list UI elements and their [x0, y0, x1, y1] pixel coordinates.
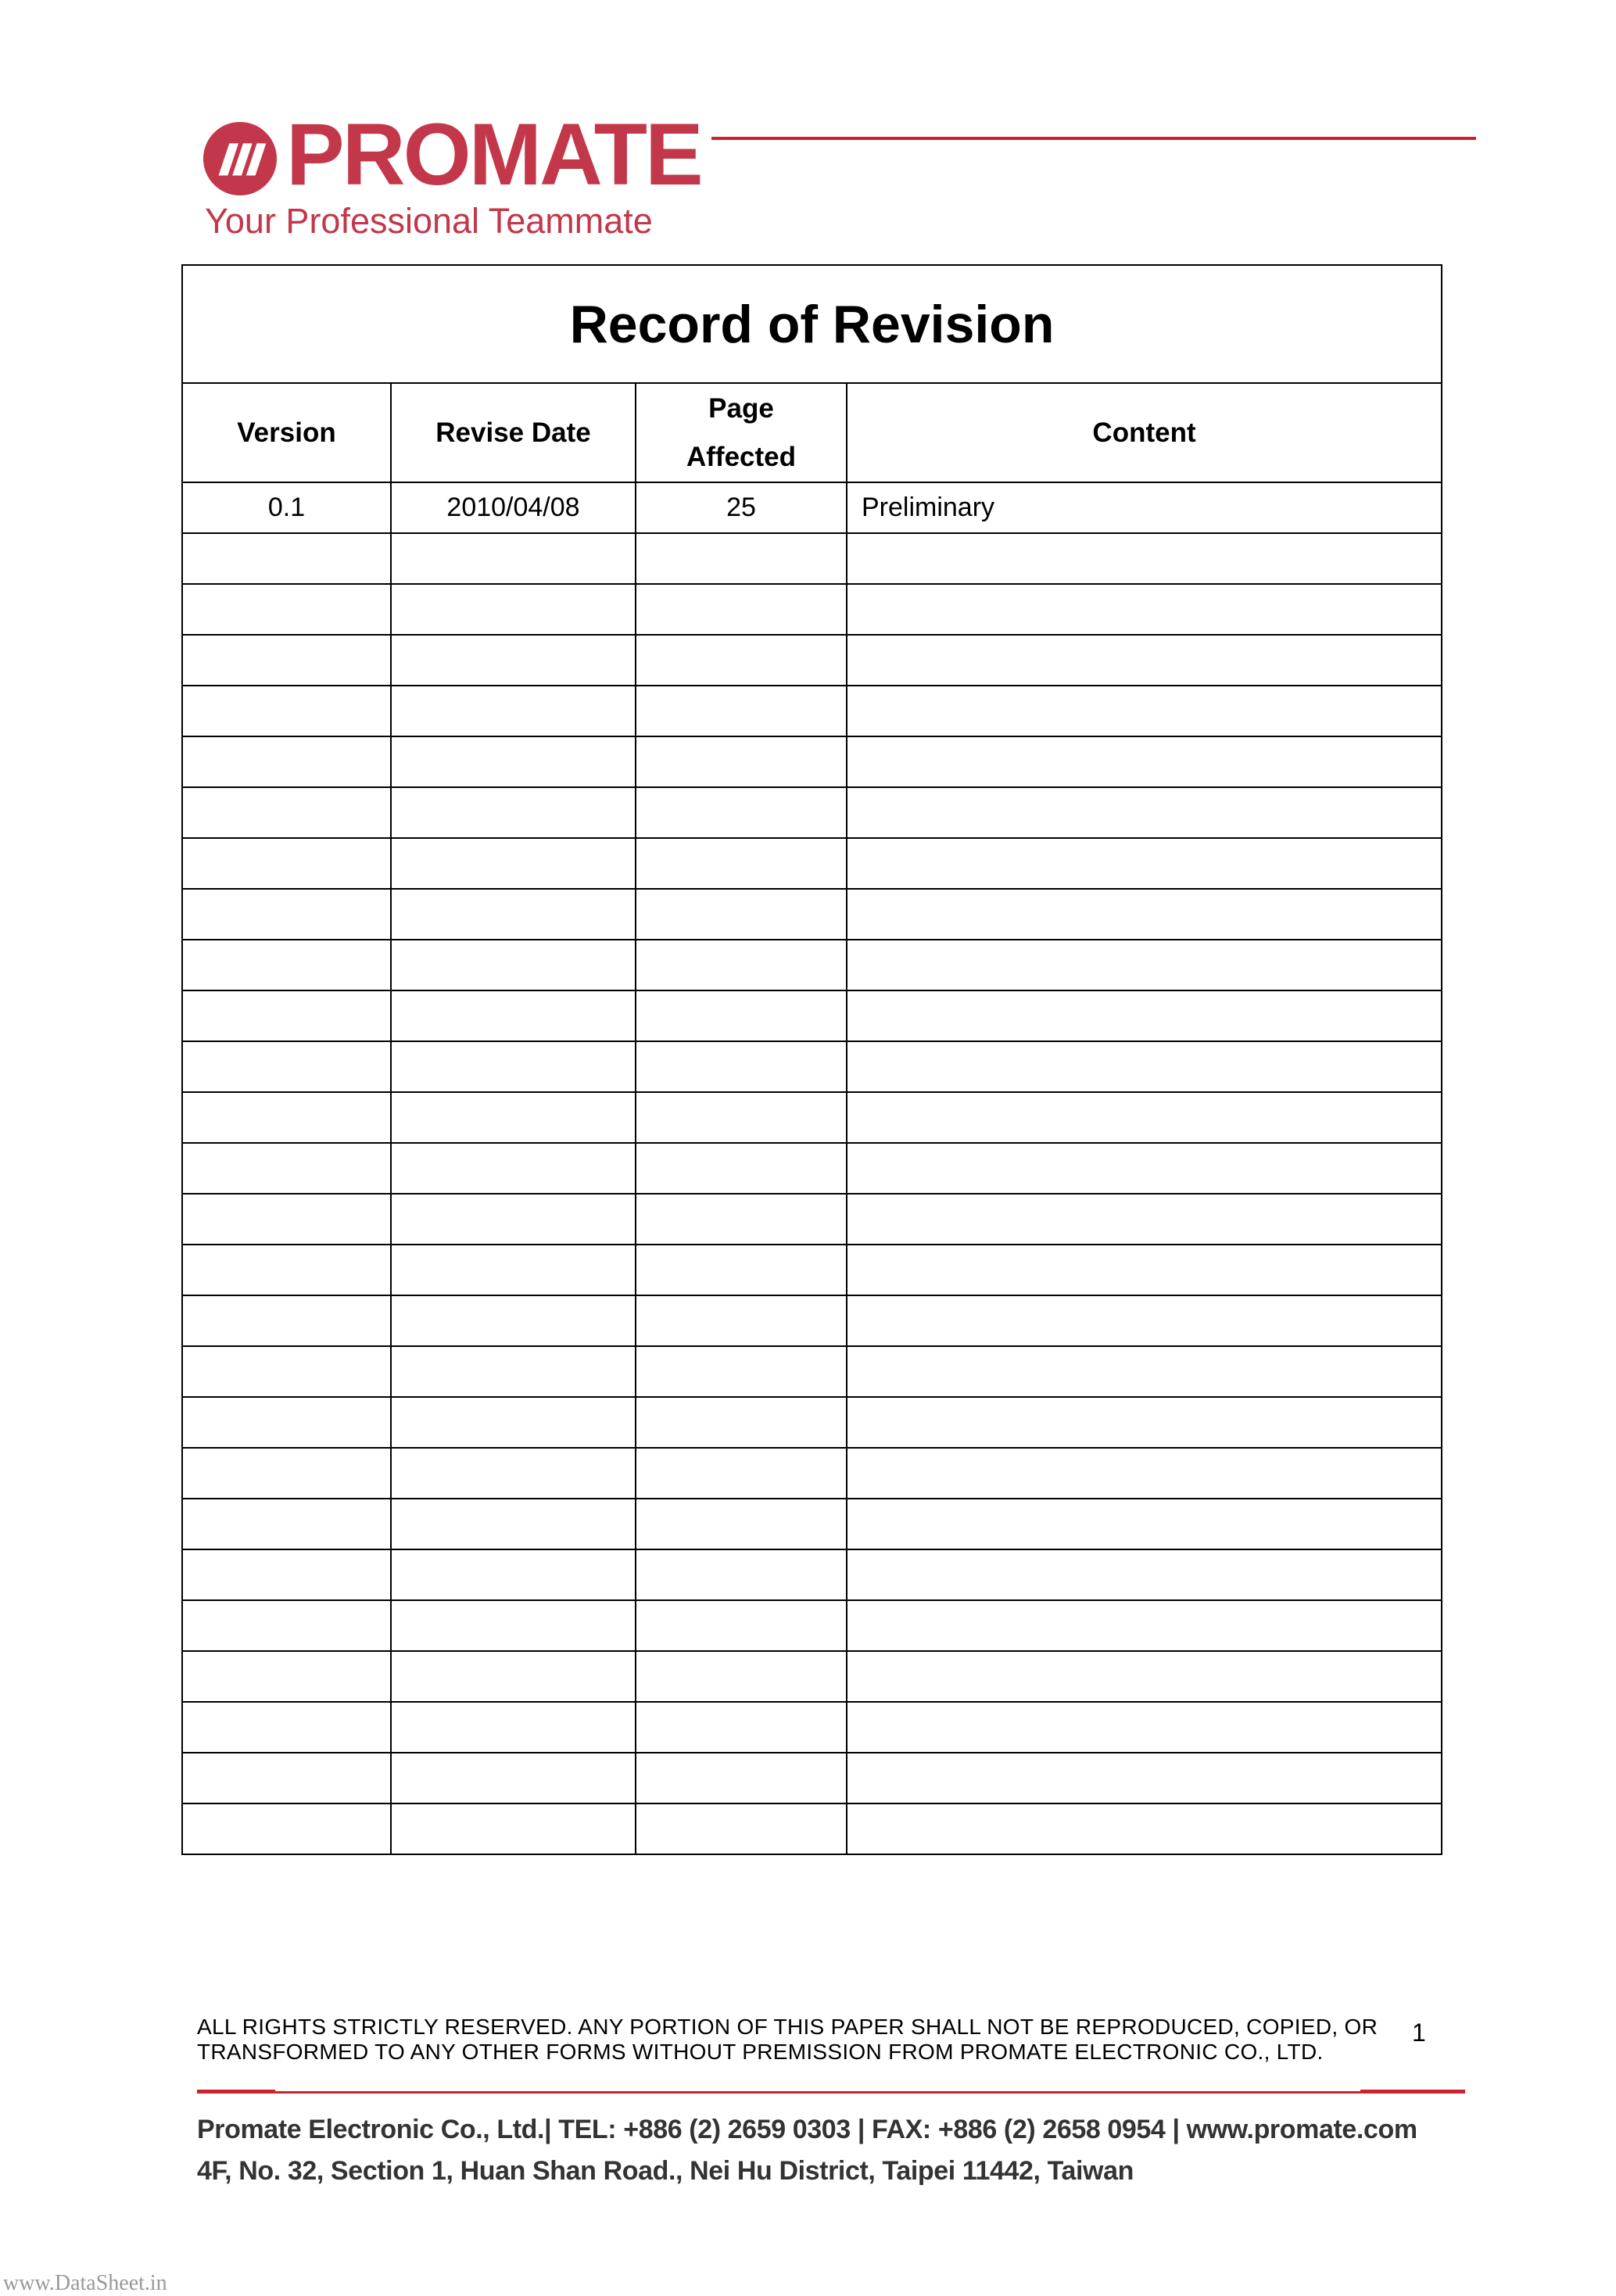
cell-revise-date: [391, 1397, 636, 1448]
cell-content: [847, 1092, 1442, 1143]
header-page-affected-line2: Affected: [686, 441, 797, 472]
footer-red-rule: [197, 2091, 1465, 2094]
cell-content: [847, 838, 1442, 889]
cell-version: [182, 635, 391, 686]
table-row: [182, 1702, 1442, 1753]
cell-version: [182, 1041, 391, 1092]
table-row: [182, 1041, 1442, 1092]
cell-revise-date: [391, 1295, 636, 1346]
cell-content: [847, 584, 1442, 635]
cell-page-affected: [636, 1397, 847, 1448]
cell-revise-date: [391, 940, 636, 990]
table-row: [182, 482, 1442, 533]
cell-content: [847, 787, 1442, 838]
cell-content: [847, 1448, 1442, 1499]
header-page-affected: [636, 383, 847, 482]
table-row: [182, 1092, 1442, 1143]
table-row: [182, 889, 1442, 940]
cell-revise-date: [391, 1245, 636, 1295]
header-revise-date: Revise Date: [391, 383, 636, 482]
cell-page-affected: [636, 1448, 847, 1499]
cell-page-affected: [636, 990, 847, 1041]
cell-revise-date: [391, 1194, 636, 1245]
cell-revise-date: 2010/04/08: [391, 482, 636, 533]
cell-revise-date: [391, 1651, 636, 1702]
table-row: [182, 1397, 1442, 1448]
cell-revise-date: [391, 1803, 636, 1854]
cell-content: [847, 635, 1442, 686]
cell-page-affected: [636, 1092, 847, 1143]
cell-revise-date: [391, 1346, 636, 1397]
cell-revise-date: [391, 1499, 636, 1549]
table-row: [182, 1600, 1442, 1651]
cell-revise-date: [391, 686, 636, 736]
header-page-affected-line1: Page: [708, 392, 774, 424]
table-row: [182, 1295, 1442, 1346]
cell-revise-date: [391, 1143, 636, 1194]
cell-content: [847, 1651, 1442, 1702]
table-row: [182, 1245, 1442, 1295]
table-row: [182, 1499, 1442, 1549]
cell-revise-date: [391, 635, 636, 686]
cell-version: [182, 1194, 391, 1245]
table-row: [182, 1143, 1442, 1194]
cell-version: [182, 1753, 391, 1803]
cell-content: [847, 1041, 1442, 1092]
cell-revise-date: [391, 838, 636, 889]
cell-revise-date: [391, 1549, 636, 1600]
table-row: [182, 736, 1442, 787]
cell-page-affected: [636, 1143, 847, 1194]
table-row: [182, 1194, 1442, 1245]
cell-page-affected: [636, 635, 847, 686]
cell-version: [182, 1346, 391, 1397]
cell-version: [182, 1143, 391, 1194]
cell-revise-date: [391, 1448, 636, 1499]
cell-version: [182, 1549, 391, 1600]
cell-version: [182, 1803, 391, 1854]
cell-page-affected: [636, 1651, 847, 1702]
promate-logo: [202, 106, 701, 244]
cell-page-affected: [636, 1245, 847, 1295]
cell-page-affected: [636, 584, 847, 635]
cell-content: [847, 940, 1442, 990]
cell-version: [182, 1499, 391, 1549]
table-row: [182, 838, 1442, 889]
cell-content: [847, 1397, 1442, 1448]
cell-content: [847, 1245, 1442, 1295]
cell-content: [847, 1499, 1442, 1549]
table-row: [182, 1651, 1442, 1702]
table-row: [182, 1346, 1442, 1397]
cell-revise-date: [391, 1092, 636, 1143]
cell-page-affected: [636, 1702, 847, 1753]
empty-rows: [182, 533, 1442, 1854]
cell-page-affected: [636, 1194, 847, 1245]
cell-content: [847, 1753, 1442, 1803]
table-row: [182, 1448, 1442, 1499]
cell-content: [847, 1346, 1442, 1397]
table-row: [182, 635, 1442, 686]
cell-revise-date: [391, 584, 636, 635]
cell-page-affected: [636, 1041, 847, 1092]
table-row: [182, 787, 1442, 838]
table-row: [182, 1549, 1442, 1600]
cell-version: [182, 1600, 391, 1651]
cell-revise-date: [391, 990, 636, 1041]
logo-brand-name: PROMATE: [286, 106, 701, 203]
cell-content: [847, 1549, 1442, 1600]
cell-content: [847, 1600, 1442, 1651]
cell-content: [847, 533, 1442, 584]
cell-page-affected: [636, 787, 847, 838]
cell-page-affected: [636, 533, 847, 584]
cell-content: [847, 990, 1442, 1041]
cell-page-affected: [636, 1600, 847, 1651]
header-version: Version: [182, 383, 391, 482]
cell-version: [182, 584, 391, 635]
company-address: 4F, No. 32, Section 1, Huan Shan Road., Nei Hu District, Taipei 11442, Taiwan: [197, 2156, 1134, 2186]
cell-page-affected: [636, 1499, 847, 1549]
cell-version: [182, 1245, 391, 1295]
revision-table: [181, 264, 1442, 1855]
cell-version: [182, 686, 391, 736]
company-contact: Promate Electronic Co., Ltd.| TEL: +886 (2) 2659 0303 | FAX: +886 (2) 2658 0954 | www.promate.com: [197, 2115, 1417, 2144]
cell-page-affected: [636, 1753, 847, 1803]
promate-logo-mark-icon: [202, 120, 278, 197]
cell-revise-date: [391, 1753, 636, 1803]
cell-page-affected: [636, 1549, 847, 1600]
cell-version: 0.1: [182, 482, 391, 533]
table-row: [182, 584, 1442, 635]
table-row: [182, 990, 1442, 1041]
cell-content: [847, 1194, 1442, 1245]
cell-revise-date: [391, 1600, 636, 1651]
cell-page-affected: [636, 736, 847, 787]
cell-version: [182, 787, 391, 838]
cell-version: [182, 1448, 391, 1499]
footer-red-rule-right-accent: [1360, 2090, 1465, 2094]
table-row: [182, 1803, 1442, 1854]
cell-version: [182, 838, 391, 889]
cell-content: [847, 686, 1442, 736]
cell-version: [182, 533, 391, 584]
cell-content: [847, 1803, 1442, 1854]
header-content: Content: [847, 383, 1442, 482]
cell-version: [182, 990, 391, 1041]
cell-version: [182, 889, 391, 940]
cell-content: Preliminary: [847, 482, 1442, 533]
cell-revise-date: [391, 889, 636, 940]
logo-tagline: Your Professional Teammate: [205, 201, 653, 241]
table-row: [182, 940, 1442, 990]
cell-page-affected: [636, 1346, 847, 1397]
cell-content: [847, 1295, 1442, 1346]
header-red-rule: [711, 137, 1476, 140]
cell-version: [182, 1092, 391, 1143]
cell-page-affected: [636, 1295, 847, 1346]
copyright-notice-line1: ALL RIGHTS STRICTLY RESERVED. ANY PORTION OF THIS PAPER SHALL NOT BE REPRODUCED, COPIED, OR: [197, 2015, 1378, 2039]
cell-version: [182, 1295, 391, 1346]
table-header-row: [182, 383, 1442, 482]
cell-version: [182, 940, 391, 990]
cell-page-affected: [636, 889, 847, 940]
cell-revise-date: [391, 1702, 636, 1753]
copyright-notice-line2: TRANSFORMED TO ANY OTHER FORMS WITHOUT PREMISSION FROM PROMATE ELECTRONIC CO., LTD.: [197, 2040, 1324, 2064]
cell-content: [847, 1143, 1442, 1194]
cell-version: [182, 1397, 391, 1448]
table-row: [182, 533, 1442, 584]
cell-version: [182, 736, 391, 787]
cell-page-affected: 25: [636, 482, 847, 533]
table-row: [182, 1753, 1442, 1803]
cell-version: [182, 1651, 391, 1702]
watermark: www.DataSheet.in: [3, 2271, 167, 2295]
cell-content: [847, 736, 1442, 787]
cell-page-affected: [636, 686, 847, 736]
cell-content: [847, 889, 1442, 940]
cell-revise-date: [391, 533, 636, 584]
cell-page-affected: [636, 940, 847, 990]
cell-revise-date: [391, 736, 636, 787]
page-number: 1: [1412, 2018, 1426, 2047]
cell-page-affected: [636, 1803, 847, 1854]
cell-revise-date: [391, 1041, 636, 1092]
footer-red-rule-left-accent: [197, 2090, 275, 2094]
cell-version: [182, 1702, 391, 1753]
copyright-notice: [197, 2015, 1385, 2065]
table-title: Record of Revision: [182, 265, 1442, 383]
cell-content: [847, 1702, 1442, 1753]
cell-revise-date: [391, 787, 636, 838]
cell-page-affected: [636, 838, 847, 889]
table-row: [182, 686, 1442, 736]
